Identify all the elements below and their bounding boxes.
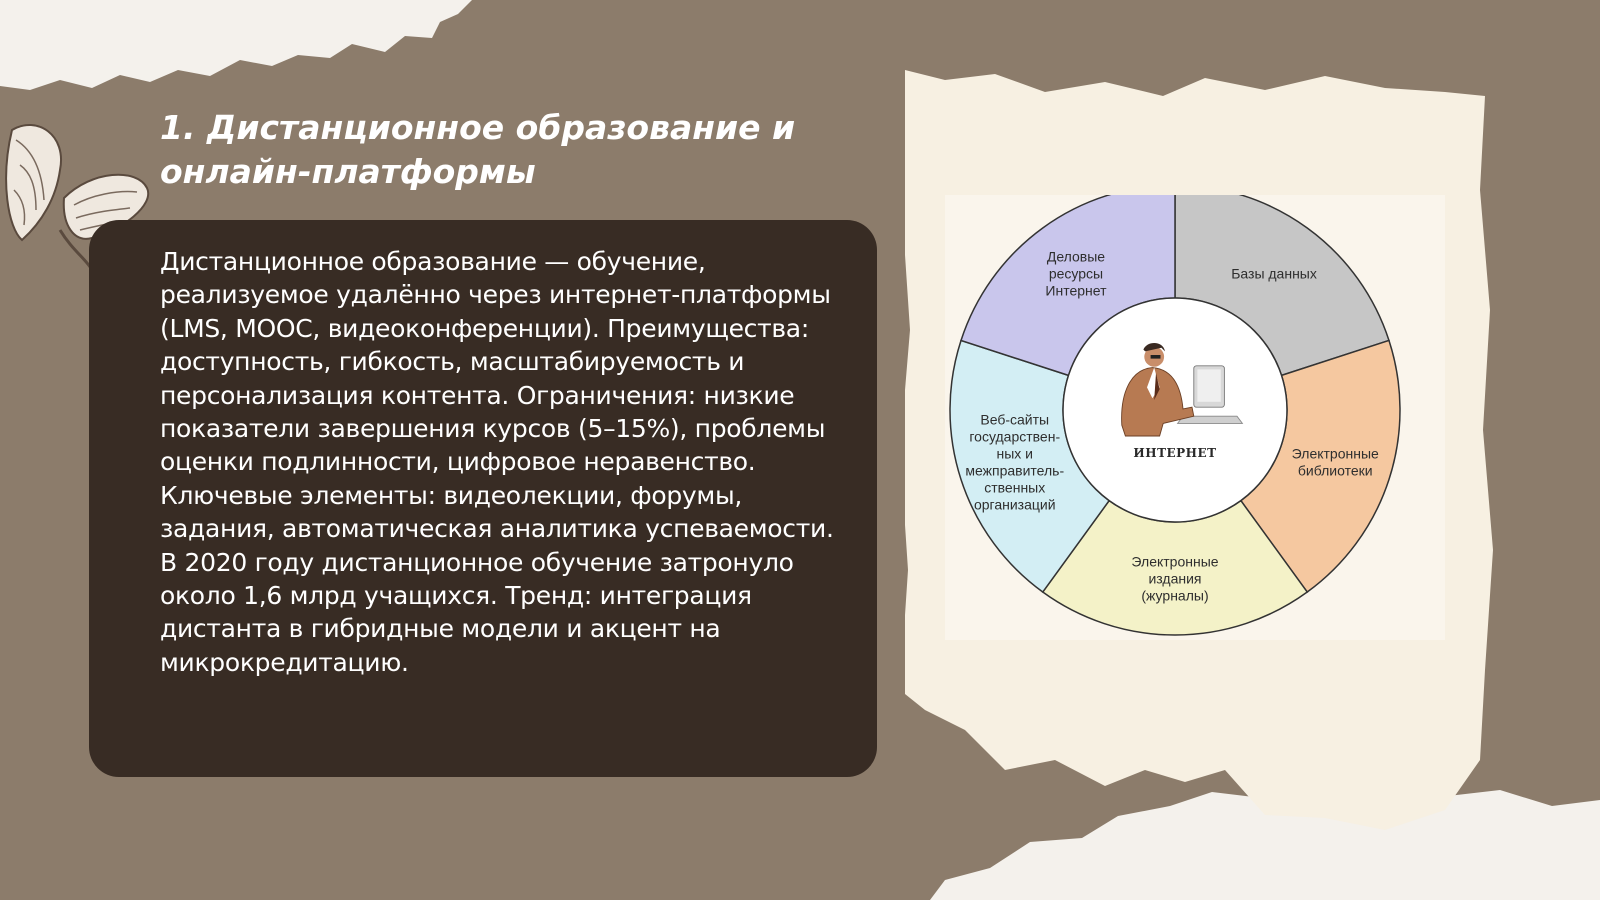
diagram-segment-label-5: Деловые ресурсы Интернет [1045, 248, 1107, 299]
diagram-segment-label-3: Электронные издания (журналы) [1131, 553, 1219, 604]
diagram-segment-label-2: Электронные библиотеки [1291, 445, 1379, 479]
torn-paper-top-left [0, 0, 472, 90]
diagram-segment-label-4: Веб-сайты государствен-ных и межправитель-ственных организаций [965, 411, 1065, 513]
diagram-segment-label-1: Базы данных [1231, 265, 1317, 282]
diagram-center-label: ИНТЕРНЕТ [1133, 446, 1217, 460]
internet-resources-diagram [945, 195, 1445, 640]
slide-body-text: Дистанционное образование — обучение, реализуемое удалённо через интернет-платформы (LMS, MOOC, видеоконференции). Преимущества: доступность, гибкость, масштабируемость и персонализация контента. Ограничения: низкие показатели завершения курсов (5–15%), проблемы оценки подлинности, цифровое неравенство. Ключевые элементы: видеолекции, форумы, задания, автоматическая аналитика успеваемости. В 2020 году дистанционное обучение затронуло около 1,6 млрд учащихся. Тренд: интеграция дистанта в гибридные модели и акцент на микрокредитацию. [160, 247, 834, 677]
slide-title: 1. Дистанционное образование и онлайн-платформы [160, 108, 796, 191]
